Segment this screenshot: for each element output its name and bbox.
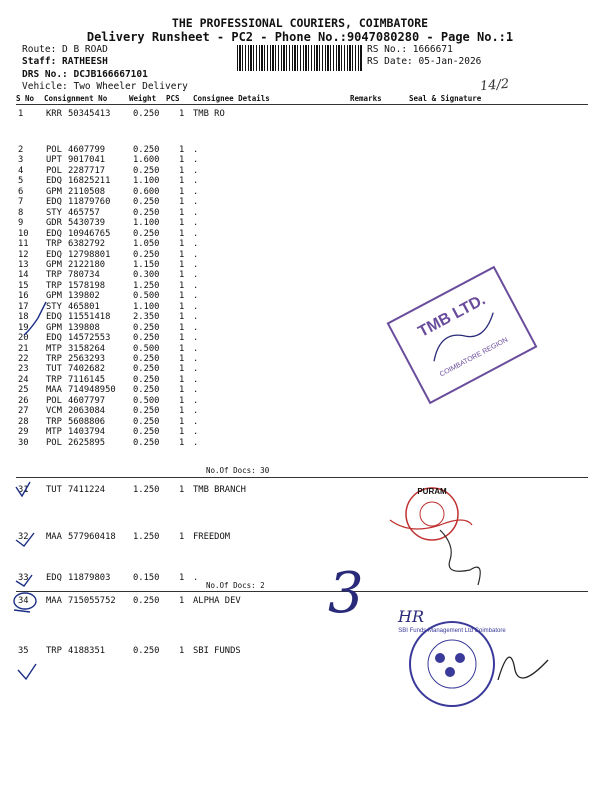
row-sno: 2	[18, 145, 24, 155]
docs-count-2: No.Of Docs: 2	[206, 581, 265, 590]
col-sno: S No	[16, 94, 35, 103]
row-consignee: FREEDOM	[193, 532, 231, 542]
row-pcs: 1	[179, 155, 185, 166]
row-consignee: .	[193, 176, 199, 187]
row-weight: 1.050	[133, 239, 160, 250]
row-consignee: TMB BRANCH	[193, 485, 246, 495]
row-sno: 28	[18, 416, 29, 427]
row-weight: 1.250	[133, 532, 160, 542]
row-prefix: MAA	[46, 532, 62, 542]
tmb-stamp	[388, 267, 536, 403]
row-consignment-no: 5608806	[68, 416, 106, 427]
row-consignee: ALPHA DEV	[193, 596, 241, 606]
row-sno: 31	[18, 485, 29, 495]
row-sno: 23	[18, 364, 29, 375]
row-pcs: 1	[179, 437, 185, 448]
row-sno: 13	[18, 259, 29, 270]
dash-mark-34	[14, 610, 30, 612]
row-pcs: 1	[179, 228, 185, 239]
row-consignment-no: 4607799	[68, 145, 106, 155]
row-consignment-no: 12798801	[68, 249, 111, 260]
handwritten-hr: HR	[398, 607, 424, 626]
staff: Staff: RATHEESH	[22, 56, 108, 67]
row-prefix: EDQ	[46, 333, 62, 344]
row-weight: 0.250	[133, 646, 160, 656]
row-consignment-no: 6382792	[68, 239, 106, 250]
row-consignment-no: 780734	[68, 270, 100, 281]
header-rule	[16, 104, 588, 105]
row-prefix: EDQ	[46, 228, 62, 239]
section-rule-2	[16, 591, 588, 592]
row-pcs: 1	[179, 416, 185, 427]
row-sno: 9	[18, 218, 24, 229]
row-pcs: 1	[179, 646, 185, 656]
row-prefix: TRP	[46, 374, 62, 385]
sbi-stamp	[398, 622, 548, 706]
row-prefix: MAA	[46, 385, 62, 396]
row-weight: 0.250	[133, 354, 160, 364]
tmb-stamp-text: TMB LTD.	[415, 291, 489, 341]
row-consignee: .	[193, 291, 199, 302]
rs-number: RS No.: 1666671	[367, 44, 453, 55]
row-consignment-no: 2287717	[68, 165, 106, 176]
row-sno: 22	[18, 354, 29, 364]
row-consignment-no: 50345413	[68, 109, 111, 119]
row-prefix: GDR	[46, 218, 62, 229]
row-prefix: TRP	[46, 646, 62, 656]
row-pcs: 1	[179, 109, 185, 119]
row-consignee: .	[193, 416, 199, 427]
row-sno: 14	[18, 270, 29, 281]
row-prefix: TRP	[46, 354, 62, 364]
row-consignee: .	[193, 145, 199, 155]
row-sno: 5	[18, 176, 24, 187]
row-consignee: .	[193, 312, 199, 323]
row-weight: 0.250	[133, 333, 160, 344]
row-weight: 0.250	[133, 145, 160, 155]
row-prefix: TRP	[46, 270, 62, 281]
row-pcs: 1	[179, 301, 185, 312]
row-pcs: 1	[179, 485, 185, 495]
row-pcs: 1	[179, 145, 185, 155]
row-pcs: 1	[179, 333, 185, 344]
row-weight: 0.250	[133, 165, 160, 176]
row-consignment-no: 4607797	[68, 395, 106, 406]
row-consignee: .	[193, 427, 199, 438]
row-consignee: TMB RO	[193, 109, 225, 119]
row-prefix: MAA	[46, 596, 62, 606]
row-pcs: 1	[179, 239, 185, 250]
tmb-stamp-branch: COIMBATORE REGION	[438, 336, 510, 379]
row-sno: 30	[18, 437, 29, 448]
row-consignment-no: 714948950	[68, 385, 116, 396]
row-pcs: 1	[179, 406, 185, 417]
row-consignee: .	[193, 280, 199, 291]
row-prefix: TRP	[46, 416, 62, 427]
row-pcs: 1	[179, 312, 185, 323]
row-pcs: 1	[179, 291, 185, 302]
row-prefix: GPM	[46, 186, 62, 197]
row-prefix: MTP	[46, 427, 62, 438]
row-pcs: 1	[179, 385, 185, 396]
row-sno: 19	[18, 322, 29, 333]
row-pcs: 1	[179, 280, 185, 291]
row-prefix: TRP	[46, 280, 62, 291]
row-weight: 0.250	[133, 228, 160, 239]
row-weight: 0.250	[133, 197, 160, 208]
row-weight: 1.600	[133, 155, 160, 166]
row-consignment-no: 7411224	[68, 485, 106, 495]
row-sno: 18	[18, 312, 29, 323]
row-sno: 12	[18, 249, 29, 260]
runsheet-title: Delivery Runsheet - PC2 - Phone No.:9047080280 - Page No.:1	[86, 30, 514, 44]
row-sno: 17	[18, 301, 29, 312]
row-consignee: .	[193, 270, 199, 281]
row-prefix: GPM	[46, 291, 62, 302]
row-sno: 35	[18, 646, 29, 656]
row-pcs: 1	[179, 596, 185, 606]
row-prefix: POL	[46, 395, 62, 406]
row-prefix: STY	[46, 207, 62, 218]
col-consignment: Consignment No	[44, 94, 108, 103]
row-sno: 24	[18, 374, 29, 385]
row-consignee: .	[193, 385, 199, 396]
row-consignment-no: 2063084	[68, 406, 106, 417]
row-sno: 25	[18, 385, 29, 396]
row-weight: 0.600	[133, 186, 160, 197]
row-weight: 0.250	[133, 596, 160, 606]
row-weight: 0.250	[133, 207, 160, 218]
row-sno: 29	[18, 427, 29, 438]
row-prefix: TUT	[46, 364, 62, 375]
row-prefix: GPM	[46, 259, 62, 270]
row-pcs: 1	[179, 427, 185, 438]
row-sno: 3	[18, 155, 24, 166]
row-consignment-no: 11879760	[68, 197, 111, 208]
row-pcs: 1	[179, 322, 185, 333]
row-prefix: EDQ	[46, 249, 62, 260]
row-prefix: MTP	[46, 343, 62, 354]
row-consignee: SBI FUNDS	[193, 646, 241, 656]
row-sno: 8	[18, 207, 24, 218]
row-prefix: TUT	[46, 485, 62, 495]
row-sno: 27	[18, 406, 29, 417]
row-pcs: 1	[179, 270, 185, 281]
handwritten-three: 3	[328, 561, 364, 626]
row-sno: 15	[18, 280, 29, 291]
row-weight: 0.250	[133, 437, 160, 448]
row-pcs: 1	[179, 197, 185, 208]
row-prefix: EDQ	[46, 197, 62, 208]
row-weight: 0.250	[133, 249, 160, 260]
row-weight: 0.500	[133, 291, 160, 302]
row-consignment-no: 715055752	[68, 596, 116, 606]
row-weight: 1.250	[133, 485, 160, 495]
row-consignee: .	[193, 573, 199, 583]
section-rule-1	[16, 477, 588, 478]
row-consignment-no: 5430739	[68, 218, 106, 229]
row-sno: 7	[18, 197, 24, 208]
row-sno: 32	[18, 532, 29, 542]
row-weight: 0.500	[133, 343, 160, 354]
row-pcs: 1	[179, 218, 185, 229]
row-consignee: .	[193, 395, 199, 406]
drs-number: DRS No.: DCJB166667101	[22, 69, 148, 80]
row-consignee: .	[193, 218, 199, 229]
row-prefix: EDQ	[46, 312, 62, 323]
sbi-stamp-text: SBI Funds Management Ltd Coimbatore	[398, 628, 506, 634]
row-sno: 33	[18, 573, 29, 583]
row-pcs: 1	[179, 364, 185, 375]
rs-date: RS Date: 05-Jan-2026	[367, 56, 482, 67]
row-prefix: EDQ	[46, 176, 62, 187]
row-prefix: POL	[46, 165, 62, 176]
row-weight: 0.250	[133, 427, 160, 438]
row-consignee: .	[193, 364, 199, 375]
vehicle: Vehicle: Two Wheeler Delivery	[22, 81, 188, 92]
row-prefix: GPM	[46, 322, 62, 333]
row-consignment-no: 9017041	[68, 155, 106, 166]
row-sno: 20	[18, 333, 29, 344]
row-consignee: .	[193, 343, 199, 354]
row-weight: 0.250	[133, 364, 160, 375]
row-sno: 4	[18, 165, 24, 176]
row-weight: 0.150	[133, 573, 160, 583]
row-consignee: .	[193, 301, 199, 312]
row-prefix: POL	[46, 145, 62, 155]
row-prefix: TRP	[46, 239, 62, 250]
row-weight: 0.250	[133, 385, 160, 396]
docs-count-1: No.Of Docs: 30	[206, 466, 270, 475]
row-pcs: 1	[179, 207, 185, 218]
row-weight: 0.250	[133, 109, 160, 119]
row-consignment-no: 4188351	[68, 646, 106, 656]
row-weight: 0.250	[133, 406, 160, 417]
col-remarks: Remarks	[350, 94, 382, 103]
row-pcs: 1	[179, 176, 185, 187]
row-consignee: .	[193, 197, 199, 208]
row-consignment-no: 2110508	[68, 186, 106, 197]
row-consignment-no: 1578198	[68, 280, 106, 291]
row-weight: 0.250	[133, 416, 160, 427]
row-sno: 6	[18, 186, 24, 197]
row-consignee: .	[193, 155, 199, 166]
row-consignee: .	[193, 322, 199, 333]
row-consignment-no: 2563293	[68, 354, 106, 364]
row-sno: 21	[18, 343, 29, 354]
handwritten-date-note: 14/2	[479, 76, 510, 95]
row-consignment-no: 1403794	[68, 427, 106, 438]
tick-mark-35	[18, 664, 36, 679]
row-weight: 0.250	[133, 322, 160, 333]
row-pcs: 1	[179, 395, 185, 406]
row-sno: 16	[18, 291, 29, 302]
row-consignee: .	[193, 354, 199, 364]
row-pcs: 1	[179, 186, 185, 197]
row-weight: 1.100	[133, 176, 160, 187]
row-prefix: UPT	[46, 155, 62, 166]
row-weight: 1.100	[133, 301, 160, 312]
row-consignee: .	[193, 228, 199, 239]
row-consignee: .	[193, 186, 199, 197]
row-consignee: .	[193, 333, 199, 344]
row-weight: 1.250	[133, 280, 160, 291]
row-weight: 1.150	[133, 259, 160, 270]
row-consignee: .	[193, 165, 199, 176]
puram-text: PURAM	[417, 487, 447, 496]
row-consignment-no: 139808	[68, 322, 100, 333]
puram-stamp	[390, 487, 472, 540]
row-weight: 1.100	[133, 218, 160, 229]
row-prefix: POL	[46, 437, 62, 448]
row-consignee: .	[193, 374, 199, 385]
row-sno: 34	[18, 596, 29, 606]
row-consignment-no: 577960418	[68, 532, 116, 542]
row-consignment-no: 2625895	[68, 437, 106, 448]
row-consignment-no: 3158264	[68, 343, 106, 354]
row-consignment-no: 139802	[68, 291, 100, 302]
row-prefix: VCM	[46, 406, 62, 417]
company-name: THE PROFESSIONAL COURIERS, COIMBATORE	[171, 16, 429, 30]
col-consignee: Consignee Details	[193, 94, 270, 103]
row-pcs: 1	[179, 354, 185, 364]
row-consignee: .	[193, 259, 199, 270]
row-consignment-no: 16825211	[68, 176, 111, 187]
row-pcs: 1	[179, 374, 185, 385]
row-consignment-no: 14572553	[68, 333, 111, 344]
row-consignment-no: 7402682	[68, 364, 106, 375]
col-seal: Seal & Signature	[409, 94, 482, 103]
row-consignee: .	[193, 249, 199, 260]
row-weight: 2.350	[133, 312, 160, 323]
row-pcs: 1	[179, 532, 185, 542]
row-consignment-no: 7116145	[68, 374, 106, 385]
row-weight: 0.250	[133, 374, 160, 385]
row-prefix: KRR	[46, 109, 62, 119]
row-prefix: STY	[46, 301, 62, 312]
row-consignee: .	[193, 239, 199, 250]
route: Route: D B ROAD	[22, 44, 108, 55]
row-sno: 11	[18, 239, 29, 250]
row-pcs: 1	[179, 573, 185, 583]
row-weight: 0.300	[133, 270, 160, 281]
row-pcs: 1	[179, 165, 185, 176]
row-consignment-no: 11551418	[68, 312, 111, 323]
row-weight: 0.500	[133, 395, 160, 406]
row-sno: 26	[18, 395, 29, 406]
row-consignment-no: 465801	[68, 301, 100, 312]
row-sno: 1	[18, 109, 24, 119]
row-sno: 10	[18, 228, 29, 239]
row-pcs: 1	[179, 259, 185, 270]
row-consignment-no: 465757	[68, 207, 100, 218]
row-consignee: .	[193, 406, 199, 417]
col-pcs: PCS	[166, 94, 180, 103]
signature-scribble	[440, 530, 480, 585]
row-consignee: .	[193, 437, 199, 448]
row-consignment-no: 10946765	[68, 228, 111, 239]
row-consignee: .	[193, 207, 199, 218]
row-consignment-no: 11879803	[68, 573, 111, 583]
col-weight: Weight	[129, 94, 157, 103]
row-consignment-no: 2122180	[68, 259, 106, 270]
barcode	[237, 45, 363, 71]
row-pcs: 1	[179, 343, 185, 354]
row-prefix: EDQ	[46, 573, 62, 583]
row-pcs: 1	[179, 249, 185, 260]
